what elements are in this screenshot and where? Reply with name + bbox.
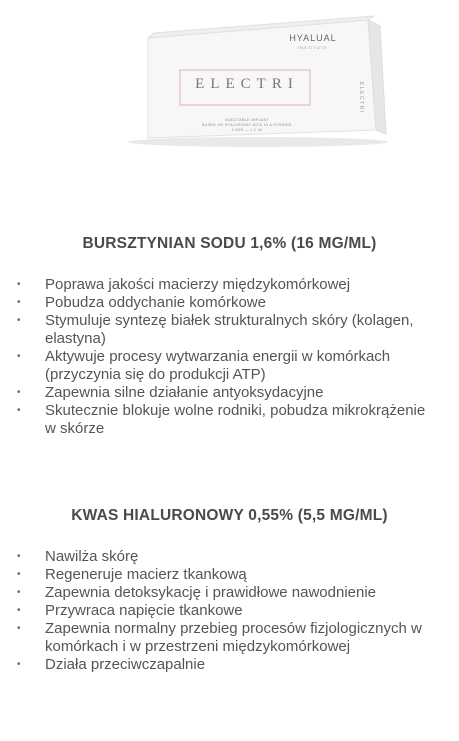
- brand-logo: HYALUAL: [289, 33, 337, 43]
- list-item: • Regeneruje macierz tkankową: [0, 566, 459, 584]
- bullet-list: [0, 276, 459, 438]
- list-item: • Zapewnia normalny przebieg procesów fizjologicznych w komórkach i w przestrzeni międzykomórkowej: [0, 620, 459, 656]
- bullet-list: [0, 548, 459, 674]
- list-item: • Skutecznie blokuje wolne rodniki, pobudza mikrokrążenie w skórze: [0, 402, 459, 438]
- list-item: • Działa przeciwczapalnie: [0, 656, 459, 674]
- product-desc-line2: BASED ON HYALURONIC ACID IN A SYRINGE: [202, 123, 292, 127]
- product-desc-line1: INJECTABLE IMPLANT: [224, 118, 270, 122]
- list-item: • Stymuluje syntezę białek strukturalnych skóry (kolagen, elastyna): [0, 312, 459, 348]
- section-hyaluronic-acid: [0, 507, 459, 674]
- list-item: • Poprawa jakości macierzy międzykomórkowej: [0, 276, 459, 294]
- section-title: BURSZTYNIAN SODU 1,6% (16 MG/ML): [82, 235, 377, 252]
- product-name: ELECTRI: [195, 76, 299, 92]
- section-sodium-succinate: [0, 235, 459, 438]
- section-title: KWAS HIALURONOWY 0,55% (5,5 MG/ML): [71, 507, 388, 524]
- list-item: • Aktywuje procesy wytwarzania energii w komórkach (przyczynia się do produkcji ATP): [0, 348, 459, 384]
- list-item: • Pobudza oddychanie komórkowe: [0, 294, 459, 312]
- list-item: • Zapewnia silne działanie antyoksydacyjne: [0, 384, 459, 402]
- product-desc-line3: 0,55% — 1,1 ml: [231, 128, 263, 132]
- list-item: • Nawilża skórę: [0, 548, 459, 566]
- list-item: • Przywraca napięcie tkankowe: [0, 602, 459, 620]
- list-item: • Zapewnia detoksykację i prawidłowe nawodnienie: [0, 584, 459, 602]
- product-description: [182, 118, 312, 133]
- brand-subtitle: INSTITUTE: [298, 45, 328, 50]
- box-spine-label: ELECTRI: [358, 82, 364, 114]
